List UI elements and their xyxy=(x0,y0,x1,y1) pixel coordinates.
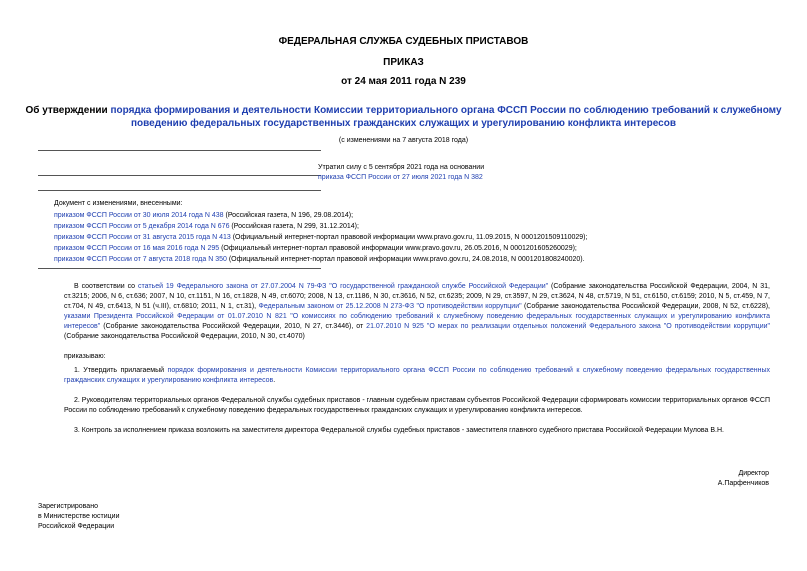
signature-position: Директор xyxy=(738,470,769,477)
preamble-text: (Собрание законодательства Российской Федерации, 2008, N 52, ст.6228), xyxy=(521,303,770,310)
change-source: (Российская газета, N 299, 31.12.2014); xyxy=(229,223,359,230)
lost-force-text: Утратил силу с 5 сентября 2021 года на основании xyxy=(318,164,485,171)
list-item xyxy=(54,211,587,222)
lost-force-link[interactable]: приказа ФССП России от 27 июля 2021 года N 382 xyxy=(318,174,483,181)
order-text: 3. Контроль за исполнением приказа возложить на заместителя директора Федеральной службы судебных приставов - заместителя главного судебного пристава Российской Федерации Мулова В.Н. xyxy=(74,427,724,434)
order-word: приказываю: xyxy=(64,353,106,360)
order-item-1 xyxy=(64,366,770,386)
procedure-link[interactable]: порядок формирования и деятельности Комиссии территориального органа ФССП России по соблюдению требований к служебному поведению федеральных государственных гражданских служащих и урегулированию конфликта интересов xyxy=(64,367,771,384)
change-source: (Официальный интернет-портал правовой информации www.pravo.gov.ru, 26.05.2016, N 0001201605260029); xyxy=(219,245,577,252)
change-source: (Российская газета, N 196, 29.08.2014); xyxy=(223,212,354,219)
changes-heading: Документ с изменениями, внесенными: xyxy=(54,200,183,207)
divider xyxy=(38,150,321,151)
doc-type: ПРИКАЗ xyxy=(383,57,424,68)
list-item xyxy=(54,255,587,266)
order-item-3 xyxy=(64,426,770,436)
change-link[interactable]: приказом ФССП России от 5 декабря 2014 года N 676 xyxy=(54,223,230,230)
title-link[interactable]: порядка формирования и деятельности Комиссии территориального органа ФССП России по соблюдению требований к служебному поведению федеральных государственных гражданских служащих и урегулированию конфликта интересов xyxy=(110,105,782,129)
law-link[interactable]: статьей 19 Федерального закона от 27.07.2004 N 79-ФЗ "О государственной гражданской службе Российской Федерации" xyxy=(137,283,549,290)
law-link[interactable]: 21.07.2010 N 925 "О мерах по реализации отдельных положений Федерального закона "О противодействии коррупции" xyxy=(366,323,770,330)
title-prefix: Об утверждении xyxy=(25,105,111,116)
order-item-2 xyxy=(64,396,770,416)
preamble-text: В соответствии со xyxy=(74,283,138,290)
change-link[interactable]: приказом ФССП России от 7 августа 2018 года N 350 xyxy=(54,256,227,263)
list-item xyxy=(54,244,587,255)
order-text: 1. Утвердить прилагаемый xyxy=(74,367,168,374)
doc-date-number: от 24 мая 2011 года N 239 xyxy=(341,76,466,87)
divider xyxy=(38,268,321,269)
order-text: . xyxy=(273,377,276,384)
list-item xyxy=(54,233,587,244)
divider xyxy=(38,190,321,191)
change-link[interactable]: приказом ФССП России от 31 августа 2015 года N 413 xyxy=(54,234,231,241)
change-link[interactable]: приказом ФССП России от 30 июля 2014 года N 438 xyxy=(54,212,224,219)
amendment-note: (с изменениями на 7 августа 2018 года) xyxy=(338,137,469,144)
preamble-text: (Собрание законодательства Российской Федерации, 2010, N 27, ст.3446), от xyxy=(100,323,367,330)
law-link[interactable]: Федеральным законом от 25.12.2008 N 273-ФЗ "О противодействии коррупции" xyxy=(258,303,522,310)
law-link[interactable]: указами Президента Российской Федерации от 01.07.2010 N 821 "О комиссиях по соблюдению требований к служебному поведению федеральных государственных служащих и урегулированию конфликта интересов" xyxy=(64,313,770,330)
list-item xyxy=(54,222,587,233)
preamble-text: (Собрание законодательства Российской Федерации, 2010, N 30, ст.4070) xyxy=(64,333,305,340)
order-text: 2. Руководителям территориальных органов Федеральной службы судебных приставов - главным судебным приставам субъектов Российской Федерации сформировать комиссии территориальных органов ФССП России по соблюдению требований к служебному поведению федеральных государственных гражданских служащих и урегулированию конфликта интересов. xyxy=(64,397,770,414)
change-source: (Официальный интернет-портал правовой информации www.pravo.gov.ru, 11.09.2015, N 0001201509110029); xyxy=(230,234,588,241)
preamble-text: (Собрание законодательства Российской Федерации, 2004, N 31, ст.3215; 2006, N 6, ст.636; 2007, N 10, ст.1151, N 16, ст.1828, N 49, ст.6070; 2008, N 13, ст.1186, N 30, ст.3616, N 52, ст.6235; 2009, N 29, ст.3597, N 29, ст.3624, N 48, ст.5719, N 51, ст.6150, ст.6159; 2010, N 5, ст.459, N 7, ст.704, N 49, ст.6413, N 51 (ч.III), ст.6810; 2011, N 1, ст.31), xyxy=(64,283,770,310)
change-source: (Официальный интернет-портал правовой информации www.pravo.gov.ru, 24.08.2018, N 0001201808240020). xyxy=(226,256,585,263)
changes-list xyxy=(54,211,587,266)
registration-line: в Министерстве юстиции xyxy=(38,513,120,520)
divider xyxy=(38,175,321,176)
change-link[interactable]: приказом ФССП России от 16 мая 2016 года N 295 xyxy=(54,245,220,252)
document-title xyxy=(20,104,787,130)
preamble-paragraph xyxy=(64,282,770,342)
signature-name: А.Парфенчиков xyxy=(717,480,769,487)
agency-name: ФЕДЕРАЛЬНАЯ СЛУЖБА СУДЕБНЫХ ПРИСТАВОВ xyxy=(278,36,529,47)
registration-line: Российской Федерации xyxy=(38,523,115,530)
registration-line: Зарегистрировано xyxy=(38,503,98,510)
